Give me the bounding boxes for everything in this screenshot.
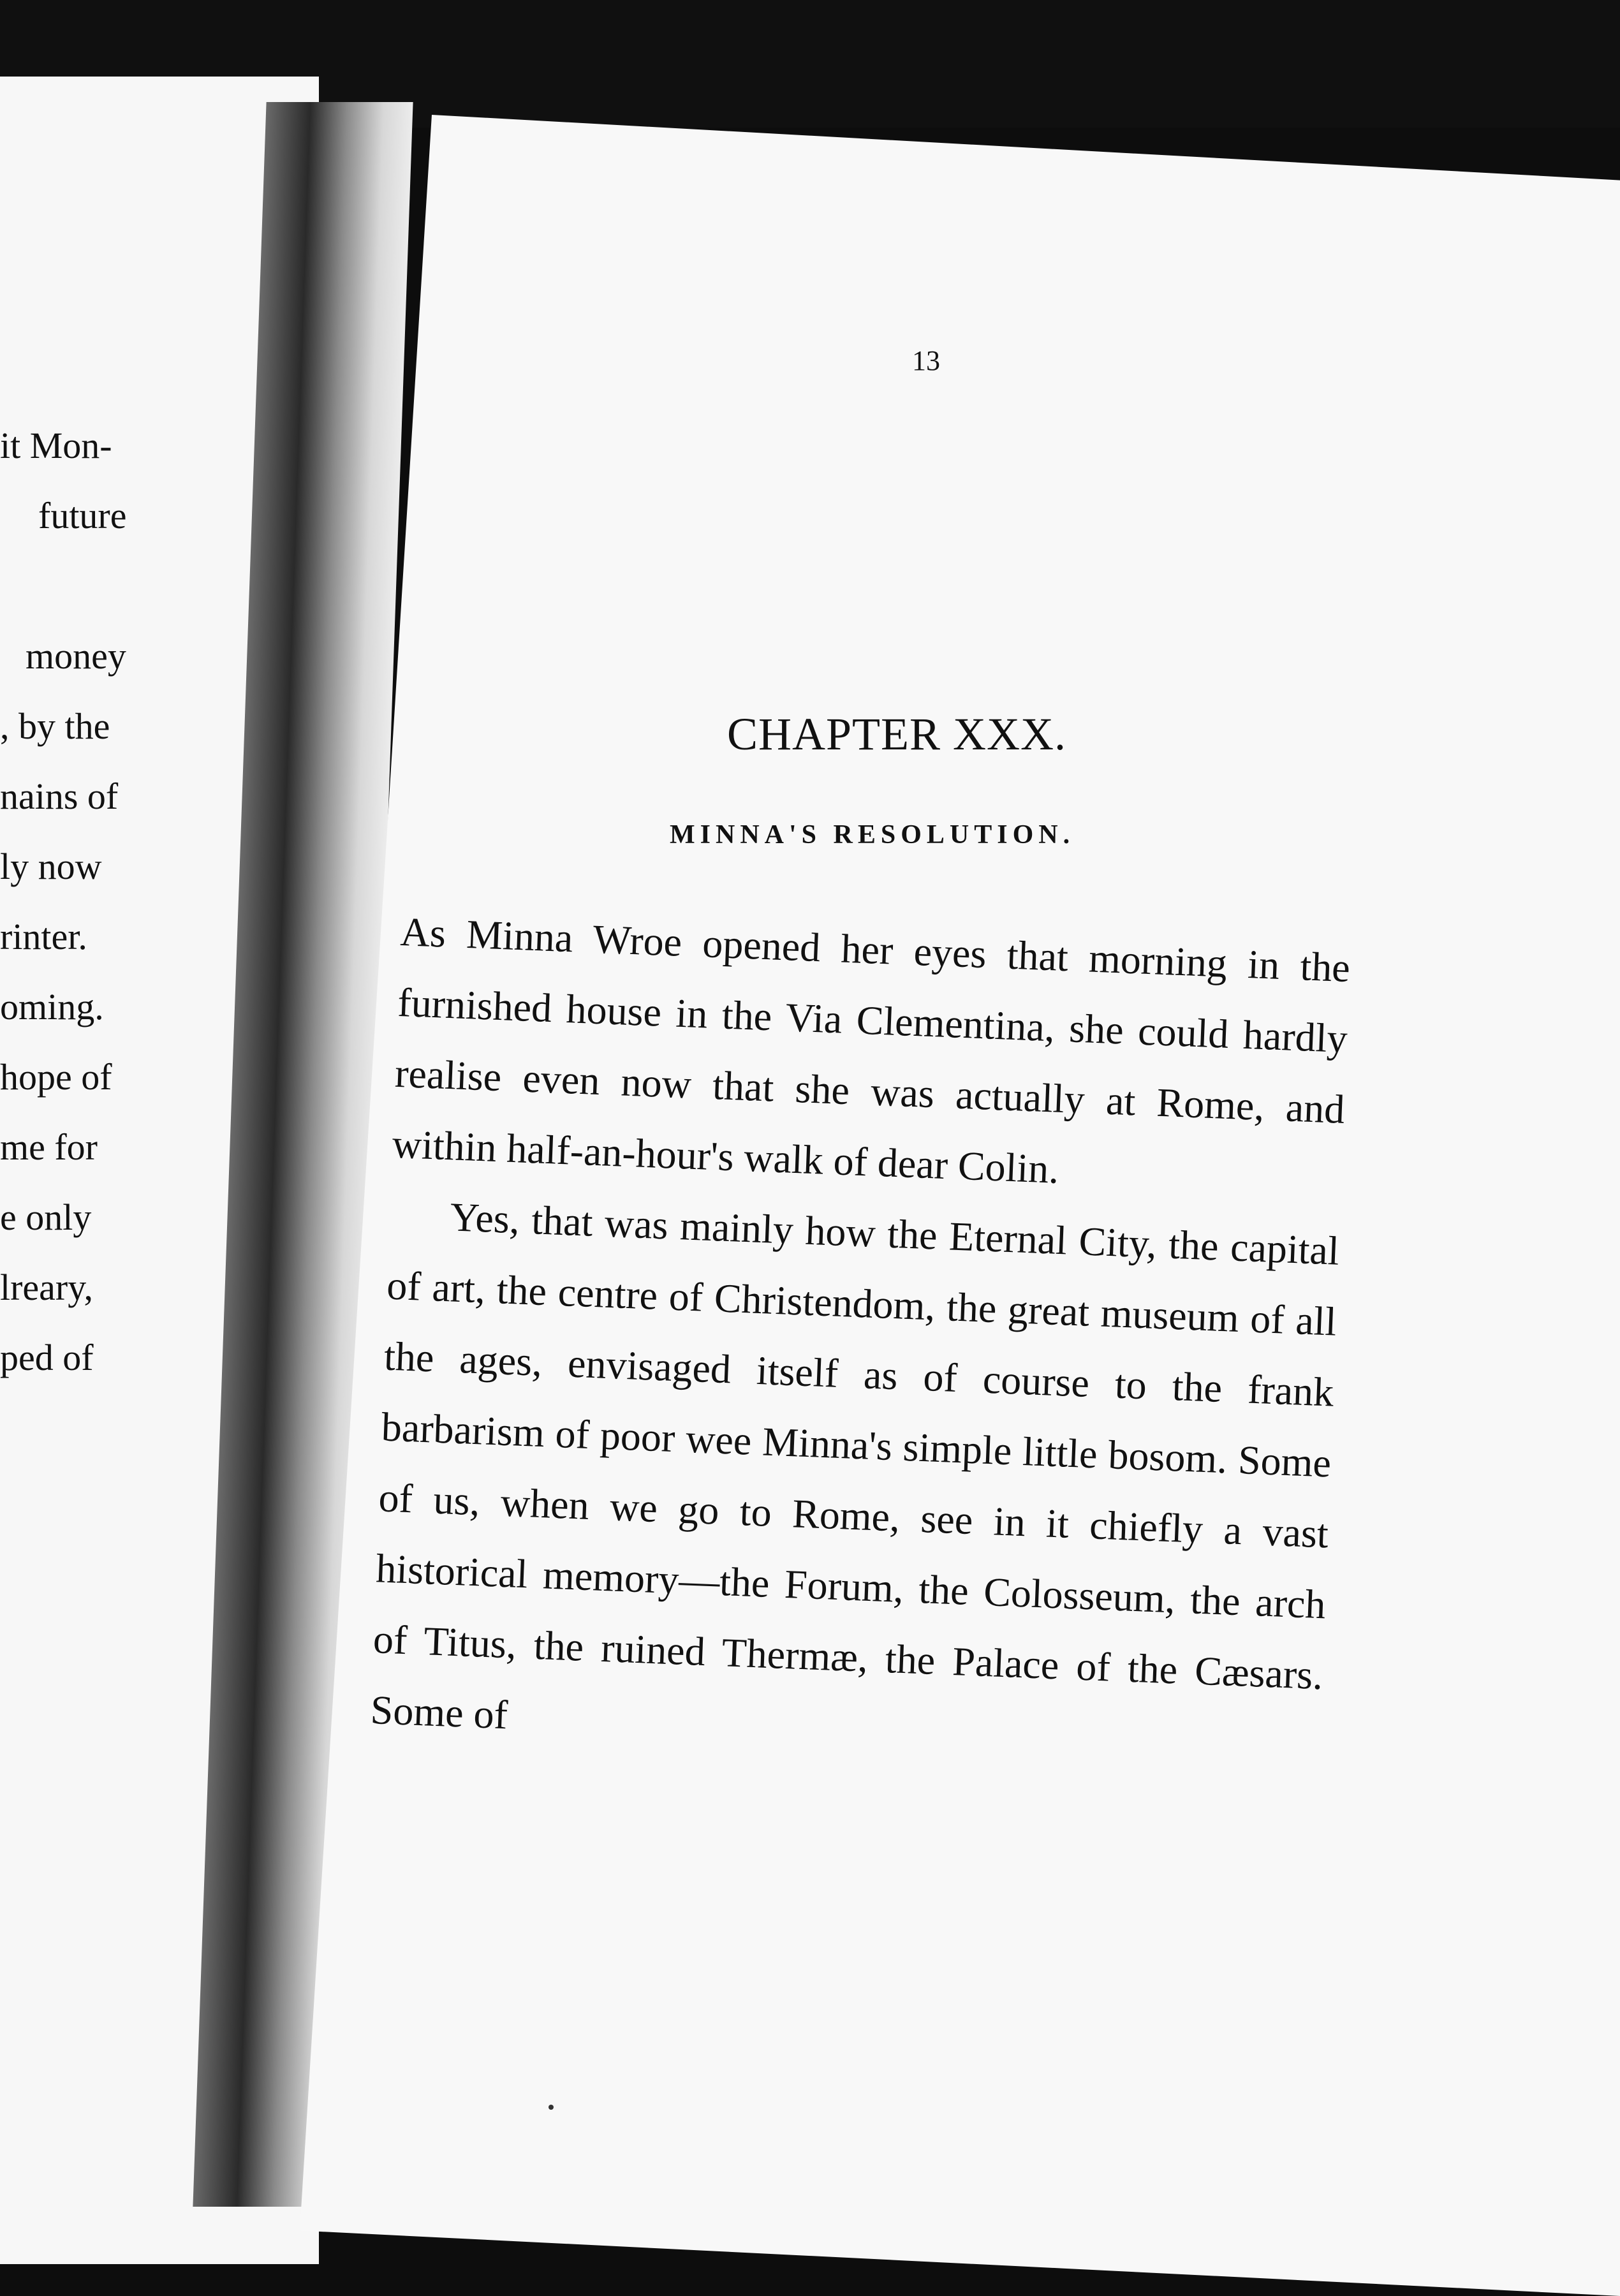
chapter-subtitle: MINNA'S RESOLUTION. <box>670 820 1075 850</box>
left-page-line: , by the <box>0 705 110 747</box>
left-page-line: nains of <box>0 776 119 817</box>
paragraph: Yes, that was mainly how the Eternal City, the capital of art, the centre of Christendom, the great museum of all the ages, envisaged itself as of course to the frank barbarism of poor wee Minna's simple little bosom. Some of us, when we go to Rome, see in it chiefly a vast historical memory—the Forum, the Colosseum, the arch of Titus, the ruined Thermæ, the Palace of the Cæsars. Some of <box>369 1194 1341 1738</box>
paragraph: As Minna Wroe opened her eyes that morning in the furnished house in the Via Clementina, she could hardly realise even now that she was actually at Rome, and within half-an-hour's walk of dear Colin. <box>391 908 1351 1192</box>
left-page-line: oming. <box>0 986 104 1027</box>
left-page-line: it Mon- <box>0 425 112 466</box>
left-page-line: ped of <box>0 1337 94 1378</box>
left-page-line: ly now <box>0 846 102 887</box>
chapter-title: CHAPTER XXX. <box>727 709 1067 760</box>
page-number: 13 <box>912 345 940 376</box>
left-page-line: me for <box>0 1126 98 1168</box>
left-page-line: future <box>38 495 127 536</box>
left-page-line: rinter. <box>0 916 87 957</box>
left-page-line: hope of <box>0 1056 112 1098</box>
chapter-body <box>369 896 1351 1781</box>
left-page-line: lreary, <box>0 1267 93 1308</box>
ink-speck <box>549 2105 554 2110</box>
left-page-line: e only <box>0 1196 92 1238</box>
left-page-line: money <box>26 635 126 677</box>
